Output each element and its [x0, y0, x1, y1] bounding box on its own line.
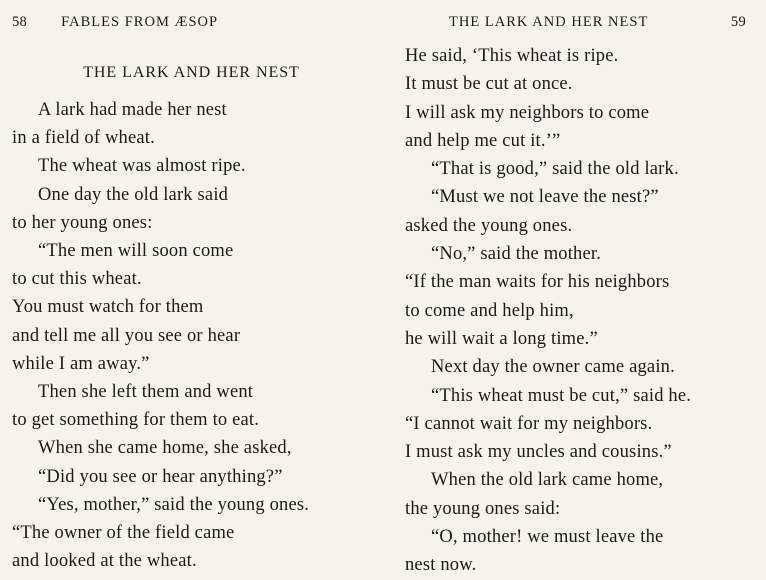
text-line: You must watch for them — [12, 297, 204, 318]
text-line: The wheat was almost ripe. — [38, 156, 246, 177]
left-header-title: FABLES FROM ÆSOP — [61, 14, 219, 30]
text-line: “If the man waits for his neighbors — [405, 272, 670, 293]
right-page — [383, 0, 766, 576]
text-line: “Did you see or hear anything?” — [38, 466, 283, 487]
left-page — [0, 0, 383, 572]
text-line: He said, ‘This wheat is ripe. — [405, 46, 619, 66]
text-line: “O, mother! we must leave the — [431, 527, 664, 548]
text-line: Next day the owner came again. — [431, 357, 675, 378]
text-line: When the old lark came home, — [431, 470, 664, 491]
text-line: “Must we not leave the nest?” — [431, 187, 659, 208]
text-line: to get something for them to eat. — [12, 410, 260, 431]
text-line: nest now. — [405, 555, 477, 576]
text-line: “I cannot wait for my neighbors. — [405, 413, 653, 434]
right-page-text — [405, 42, 752, 580]
right-header-title: THE LARK AND HER NEST — [449, 14, 649, 30]
text-line: It must be cut at once. — [405, 74, 573, 95]
text-line: he will wait a long time.” — [405, 328, 598, 349]
right-page-number: 59 — [730, 14, 746, 30]
text-line: When she came home, she asked, — [38, 438, 292, 459]
text-line: while I am away.” — [12, 353, 150, 374]
left-running-head — [12, 14, 365, 42]
text-line: and tell me all you see or hear — [12, 325, 241, 346]
right-running-head — [405, 14, 752, 42]
left-page-text — [12, 96, 365, 575]
text-line: and looked at the wheat. — [12, 551, 197, 572]
text-line: “This wheat must be cut,” said he. — [431, 385, 692, 406]
text-line: A lark had made her nest — [38, 100, 227, 120]
text-line: to come and help him, — [405, 300, 574, 321]
text-line: “The owner of the field came — [12, 523, 235, 544]
text-line: One day the old lark said — [38, 184, 229, 205]
text-line: and help me cut it.’” — [405, 130, 561, 151]
text-line: Then she left them and went — [38, 382, 254, 403]
text-line: “That is good,” said the old lark. — [431, 159, 679, 180]
text-line: I must ask my uncles and cousins.” — [405, 442, 672, 463]
text-line: “Yes, mother,” said the young ones. — [38, 494, 310, 515]
text-line: I will ask my neighbors to come — [405, 102, 650, 123]
left-page-number: 58 — [12, 14, 28, 30]
text-line: asked the young ones. — [405, 215, 573, 236]
text-line: the young ones said: — [405, 498, 561, 519]
text-line: in a field of wheat. — [12, 128, 155, 149]
text-line: “The men will soon come — [38, 241, 234, 262]
text-line: “No,” said the mother. — [431, 244, 602, 265]
text-line: to her young ones: — [12, 212, 153, 233]
page-gutter — [383, 0, 384, 547]
text-line: to cut this wheat. — [12, 269, 142, 290]
story-title: THE LARK AND HER NEST — [83, 64, 300, 81]
